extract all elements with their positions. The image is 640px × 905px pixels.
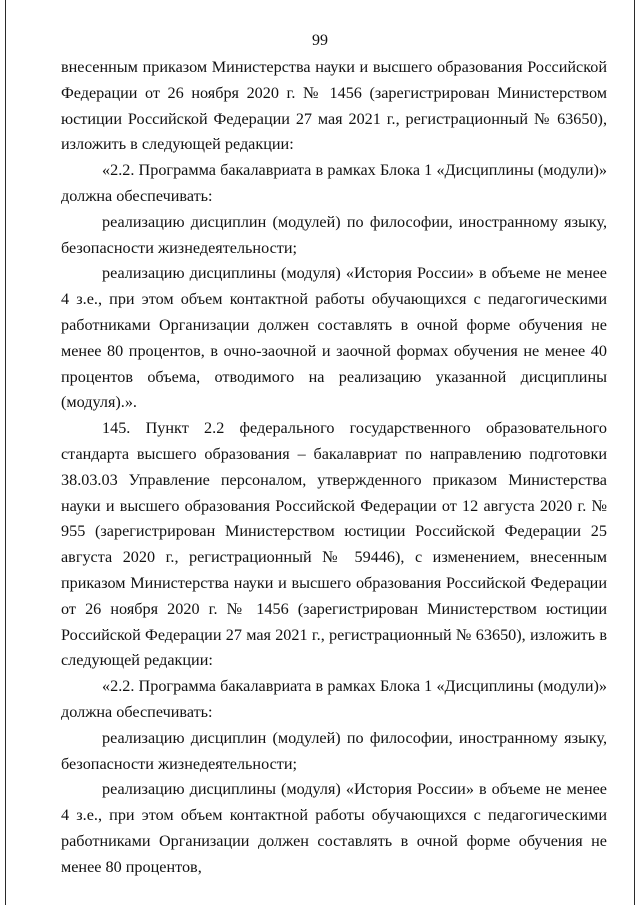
paragraph-disciplines-second: реализацию дисциплин (модулей) по философии, иностранному языку, безопасности жизнедеятельности; <box>61 728 607 773</box>
paragraph-disciplines: реализацию дисциплин (модулей) по философии, иностранному языку, безопасности жизнедеятельности; <box>61 212 607 257</box>
paragraph-item-145: 145. Пункт 2.2 федерального государственного образовательного стандарта высшего образования – бакалавриат по направлению подготовки 38.03.03 Управление персоналом, утвержденного приказом Министерства науки и высшего образования Российской Федерации от 12 августа 2020 г. № 955 (зарегистрирован Министерством юстиции Российской Федерации 25 августа 2020 г., регистрационный № 59446), с изменением, внесенным приказом Министерства науки и высшего образования Российской Федерации от 26 ноября 2020 г. № 1456 (зарегистрирован Министерством юстиции Российской Федерации 27 мая 2021 г., регистрационный № 63650), изложить в следующей редакции: <box>61 419 607 670</box>
paragraph-quote-2-2-second: «2.2. Программа бакалавриата в рамках Блока 1 «Дисциплины (модули)» должна обеспечивать: <box>61 677 607 721</box>
page-number: 99 <box>312 32 328 49</box>
scan-edge-left <box>5 0 6 905</box>
paragraph-history: реализацию дисциплины (модуля) «История России» в объеме не менее 4 з.е., при этом объем контактной работы обучающихся с педагогическими работниками Организации должен составлять в очной форме обучения не менее 80 процентов, в очно-заочной и заочной формах обучения не менее 40 процентов объема, отводимого на реализацию указанной дисциплины (модуля).». <box>61 264 607 412</box>
paragraph-quote-2-2: «2.2. Программа бакалавриата в рамках Блока 1 «Дисциплины (модули)» должна обеспечивать: <box>61 161 607 205</box>
document-body <box>61 55 607 881</box>
scan-edge-right <box>634 0 635 905</box>
paragraph-history-second: реализацию дисциплины (модуля) «История России» в объеме не менее 4 з.е., при этом объем контактной работы обучающихся с педагогическими работниками Организации должен составлять в очной форме обучения не менее 80 процентов, <box>61 780 607 876</box>
paragraph-continuation: внесенным приказом Министерства науки и высшего образования Российской Федерации от 26 ноября 2020 г. № 1456 (зарегистрирован Министерством юстиции Российской Федерации 27 мая 2021 г., регистрационный № 63650), изложить в следующей редакции: <box>61 58 607 154</box>
